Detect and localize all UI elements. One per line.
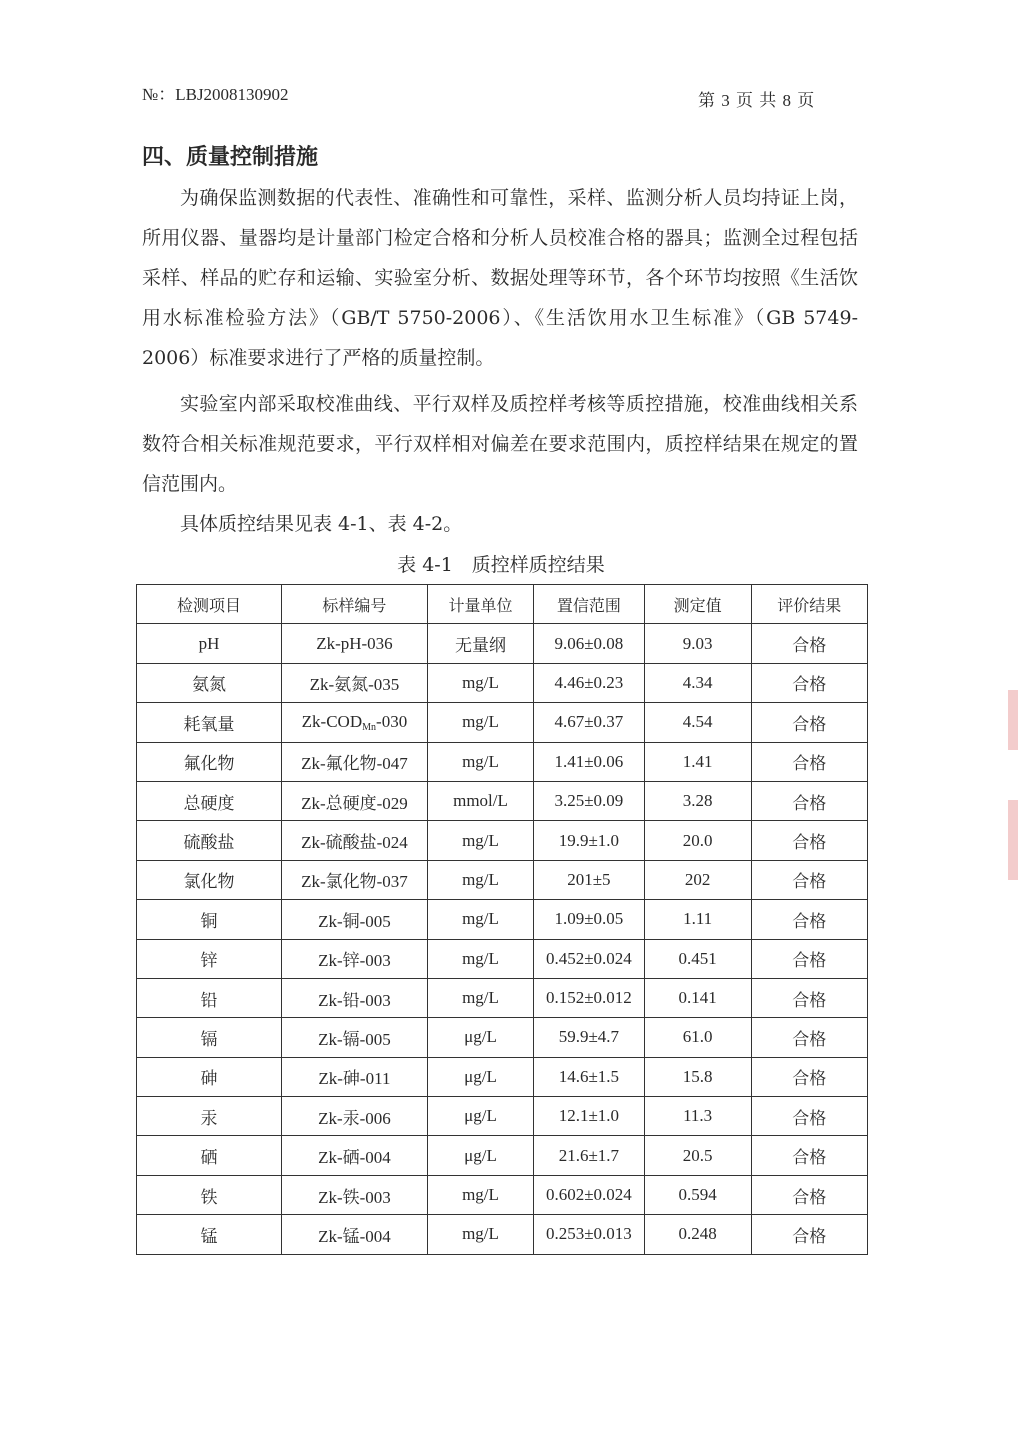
cell-item: 铅	[137, 978, 282, 1017]
table-row	[137, 1018, 868, 1057]
cell-unit: μg/L	[427, 1018, 533, 1057]
cell-value: 0.248	[644, 1215, 751, 1254]
table-row	[137, 1057, 868, 1096]
cell-range: 1.41±0.06	[534, 742, 645, 781]
cell-unit: μg/L	[427, 1136, 533, 1175]
cell-value: 4.34	[644, 663, 751, 702]
cell-result: 合格	[751, 1175, 867, 1214]
cell-range: 0.452±0.024	[534, 939, 645, 978]
table-row	[137, 821, 868, 860]
cell-code: Zk-锌-003	[281, 939, 427, 978]
cell-range: 3.25±0.09	[534, 781, 645, 820]
cell-value: 0.594	[644, 1175, 751, 1214]
cell-unit: mg/L	[427, 900, 533, 939]
cell-value: 0.451	[644, 939, 751, 978]
cell-result: 合格	[751, 1215, 867, 1254]
section-title: 四、质量控制措施	[142, 144, 319, 170]
cell-result: 合格	[751, 1136, 867, 1175]
cell-item: 汞	[137, 1097, 282, 1136]
cell-range: 59.9±4.7	[534, 1018, 645, 1057]
cell-unit: mg/L	[427, 1175, 533, 1214]
cell-code: Zk-硒-004	[281, 1136, 427, 1175]
header-value: 测定值	[644, 585, 751, 624]
cell-code	[281, 703, 427, 742]
cell-unit: mg/L	[427, 860, 533, 899]
cell-range: 0.602±0.024	[534, 1175, 645, 1214]
cell-range: 9.06±0.08	[534, 624, 645, 663]
cell-code: Zk-pH-036	[281, 624, 427, 663]
cell-item: 耗氧量	[137, 703, 282, 742]
table-row	[137, 1136, 868, 1175]
cell-result: 合格	[751, 900, 867, 939]
cell-unit: 无量纲	[427, 624, 533, 663]
table-row	[137, 1215, 868, 1254]
header-range: 置信范围	[534, 585, 645, 624]
table-row	[137, 624, 868, 663]
cell-range: 12.1±1.0	[534, 1097, 645, 1136]
cell-result: 合格	[751, 703, 867, 742]
cell-code: Zk-氯化物-037	[281, 860, 427, 899]
cell-item: 氯化物	[137, 860, 282, 899]
cell-value: 0.141	[644, 978, 751, 1017]
paragraph-quality-measures: 为确保监测数据的代表性、准确性和可靠性，采样、监测分析人员均持证上岗，所用仪器、量器均是计量部门检定合格和分析人员校准合格的器具；监测全过程包括采样、样品的贮存和运输、实验室分析、数据处理等环节，各个环节均按照《生活饮用水标准检验方法》（GB/T 5750-2006）、《生活饮用水卫生标准》（GB 5749-2006）标准要求进行了严格的质量控制。	[142, 187, 858, 369]
cell-item: 硒	[137, 1136, 282, 1175]
cell-result: 合格	[751, 939, 867, 978]
cell-value: 1.41	[644, 742, 751, 781]
cell-item: 镉	[137, 1018, 282, 1057]
cell-range: 4.67±0.37	[534, 703, 645, 742]
table-caption: 表 4-1 质控样质控结果	[397, 554, 605, 576]
cell-unit: mg/L	[427, 1215, 533, 1254]
cell-code: Zk-汞-006	[281, 1097, 427, 1136]
cell-code: Zk-铁-003	[281, 1175, 427, 1214]
cell-unit: mg/L	[427, 939, 533, 978]
cell-value: 4.54	[644, 703, 751, 742]
header-result: 评价结果	[751, 585, 867, 624]
cell-result: 合格	[751, 624, 867, 663]
seal-mark	[1008, 800, 1018, 880]
table-header-row	[137, 585, 868, 624]
cell-result: 合格	[751, 1018, 867, 1057]
cell-item: 总硬度	[137, 781, 282, 820]
cell-item: 氨氮	[137, 663, 282, 702]
cell-value: 3.28	[644, 781, 751, 820]
cell-unit: mg/L	[427, 821, 533, 860]
table-row	[137, 781, 868, 820]
cell-result: 合格	[751, 663, 867, 702]
cell-code: Zk-氟化物-047	[281, 742, 427, 781]
cell-unit: μg/L	[427, 1057, 533, 1096]
cell-item: 硫酸盐	[137, 821, 282, 860]
cell-value: 11.3	[644, 1097, 751, 1136]
code-prefix: Zk-COD	[301, 711, 363, 731]
cell-value: 20.5	[644, 1136, 751, 1175]
cell-range: 0.253±0.013	[534, 1215, 645, 1254]
cell-item: 砷	[137, 1057, 282, 1096]
cell-unit: mg/L	[427, 978, 533, 1017]
cell-range: 201±5	[534, 860, 645, 899]
cell-unit: mg/L	[427, 663, 533, 702]
table-row	[137, 742, 868, 781]
cell-value: 202	[644, 860, 751, 899]
cell-range: 21.6±1.7	[534, 1136, 645, 1175]
cell-item: 铜	[137, 900, 282, 939]
table-row	[137, 663, 868, 702]
cell-code: Zk-氨氮-035	[281, 663, 427, 702]
table-row	[137, 978, 868, 1017]
cell-range: 0.152±0.012	[534, 978, 645, 1017]
table-row	[137, 703, 868, 742]
cell-result: 合格	[751, 978, 867, 1017]
cell-range: 1.09±0.05	[534, 900, 645, 939]
page-indicator: 第 3 页 共 8 页	[698, 91, 816, 110]
qc-results-table	[136, 584, 868, 1255]
table-row	[137, 1097, 868, 1136]
paragraph-lab-controls: 实验室内部采取校准曲线、平行双样及质控样考核等质控措施，校准曲线相关系数符合相关标准规范要求，平行双样相对偏差在要求范围内，质控样结果在规定的置信范围内。	[142, 393, 858, 495]
cell-value: 1.11	[644, 900, 751, 939]
cell-unit: mg/L	[427, 742, 533, 781]
cell-result: 合格	[751, 781, 867, 820]
paragraph-table-reference: 具体质控结果见表 4-1、表 4-2。	[180, 513, 463, 535]
cell-unit: mg/L	[427, 703, 533, 742]
cell-item: 锌	[137, 939, 282, 978]
cell-result: 合格	[751, 860, 867, 899]
header-item: 检测项目	[137, 585, 282, 624]
cell-unit: μg/L	[427, 1097, 533, 1136]
cell-result: 合格	[751, 742, 867, 781]
cell-item: 铁	[137, 1175, 282, 1214]
code-suffix: -030	[376, 711, 408, 731]
cell-value: 61.0	[644, 1018, 751, 1057]
table-row	[137, 939, 868, 978]
cell-item: pH	[137, 624, 282, 663]
cell-code: Zk-铜-005	[281, 900, 427, 939]
cell-code: Zk-镉-005	[281, 1018, 427, 1057]
cell-code: Zk-锰-004	[281, 1215, 427, 1254]
cell-code: Zk-硫酸盐-024	[281, 821, 427, 860]
cell-value: 15.8	[644, 1057, 751, 1096]
cell-unit: mmol/L	[427, 781, 533, 820]
seal-mark	[1008, 690, 1018, 750]
cell-code: Zk-总硬度-029	[281, 781, 427, 820]
cell-range: 19.9±1.0	[534, 821, 645, 860]
cell-value: 9.03	[644, 624, 751, 663]
table-row	[137, 900, 868, 939]
report-number: №：LBJ2008130902	[142, 85, 289, 104]
cell-code: Zk-铅-003	[281, 978, 427, 1017]
cell-code: Zk-砷-011	[281, 1057, 427, 1096]
cell-range: 4.46±0.23	[534, 663, 645, 702]
cell-result: 合格	[751, 1057, 867, 1096]
cell-item: 锰	[137, 1215, 282, 1254]
cell-result: 合格	[751, 821, 867, 860]
cell-range: 14.6±1.5	[534, 1057, 645, 1096]
table-row	[137, 1175, 868, 1214]
cell-item: 氟化物	[137, 742, 282, 781]
cell-value: 20.0	[644, 821, 751, 860]
cell-result: 合格	[751, 1097, 867, 1136]
code-subscript: Mn	[362, 721, 377, 733]
header-unit: 计量单位	[427, 585, 533, 624]
header-code: 标样编号	[281, 585, 427, 624]
table-row	[137, 860, 868, 899]
